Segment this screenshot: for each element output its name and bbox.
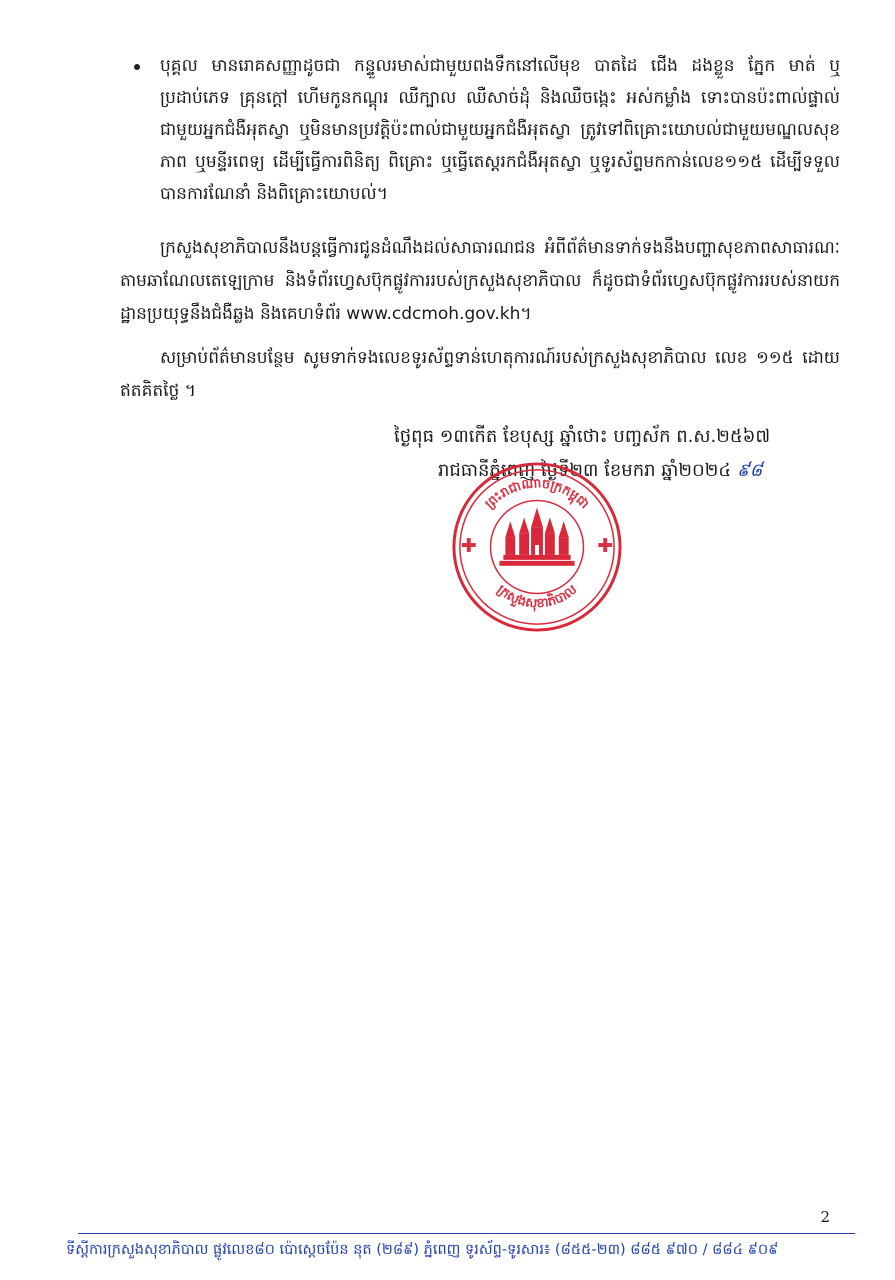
angkor-wat-emblem — [499, 507, 574, 565]
handwritten-number: ៩៨ — [736, 460, 763, 481]
bullet-dot — [134, 64, 140, 70]
ministry-seal-stamp — [448, 458, 626, 636]
solar-date-text: រាជធានីភ្នំពេញ ថ្ងៃទី២៣ ខែមករា ឆ្នាំ២០២៤ — [438, 460, 732, 481]
bullet-item — [120, 50, 840, 210]
paragraph-contact: សម្រាប់ព័ត៌មានបន្ថែម សូមទាក់ទងលេខទូរស័ព្ទទាន់ហេតុការណ៍របស់ក្រសួងសុខាភិបាល លេខ ១១៥ ដោយឥតគិតថ្លៃ ។ — [120, 348, 840, 401]
svg-text:ព្រះរាជាណាចក្រកម្ពុជា — [482, 476, 591, 512]
bullet-text: បុគ្គល មានរោគសញ្ញាដូចជា កន្ទួលរមាស់ជាមួយពងទឹកនៅលើមុខ បាតដៃ ជើង ដងខ្លួន ភ្នែក មាត់ ឬប្រដាប់ភេទ គ្រុនក្ដៅ ហើមកូនកណ្តុរ ឈឺក្បាល ឈឺសាច់ដុំ និងឈឺចង្កេះ អស់កម្លាំង ទោះបានប៉ះពាល់ផ្ទាល់ជាមួយអ្នកជំងឺអុតស្វា ឬមិនមានប្រវត្តិប៉ះពាល់ជាមួយអ្នកជំងឺអុតស្វា ត្រូវទៅពិគ្រោះយោបល់ជាមួយមណ្ឌលសុខភាព ឬមន្ទីរពេទ្យ ដើម្បីធ្វើការពិនិត្យ ពិគ្រោះ ឬធ្វើតេស្តរកជំងឺអុតស្វា ឬទូរស័ព្ទមកកាន់លេខ១១៥ ដើម្បីទទួលបានការណែនាំ និងពិគ្រោះយោបល់។ — [160, 56, 840, 204]
footer-divider — [78, 1233, 855, 1234]
lunar-date: ថ្ងៃពុធ ១៣កើត ខែបុស្ស ឆ្នាំថោះ បញ្ចស័ក ព.ស.២៥៦៧ — [394, 426, 771, 447]
footer-address: ទីស្ដីការក្រសួងសុខាភិបាល ផ្លូវលេខ៨០ ប៉ោស្តេចប៉ែន នុត (២៨៩) ភ្នំពេញ ទូរស័ព្ទ-ទូរសារ៖ (៨៥៥-២៣) ៨៨៥ ៩៧០ / ៨៨៤ ៩០៩ — [66, 1242, 779, 1258]
seal-top-text: ព្រះរាជាណាចក្រកម្ពុជា — [482, 476, 592, 513]
seal-bottom-text: ក្រសួងសុខាភិបាល — [493, 582, 581, 612]
svg-text:ក្រសួងសុខាភិបាល — [494, 582, 580, 612]
paragraph-notification: ក្រសួងសុខាភិបាលនឹងបន្តធ្វើការជូនដំណឹងដល់សាធារណជន អំពីព័ត៌មានទាក់ទងនឹងបញ្ហាសុខភាពសាធារណៈ តាមឆាណែលតេឡេក្រាម និងទំព័រហ្វេសប៊ុកផ្លូវការរបស់ក្រសួងសុខាភិបាល ក៏ដូចជាទំព័រហ្វេសប៊ុកផ្លូវការរបស់នាយកដ្ឋានប្រយុទ្ធនឹងជំងឺឆ្លង និងគេហទំព័រ www.cdcmoh.gov.kh។ — [120, 238, 840, 324]
page-number: 2 — [820, 1208, 830, 1226]
